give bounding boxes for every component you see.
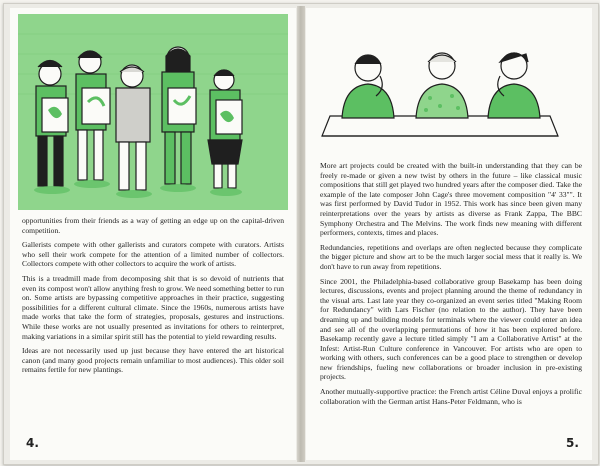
paragraph: Since 2001, the Philadelphia-based collaborative group Basekamp has been doing lectures, discussions, events and project planning around the theme of redundancy in the visual arts. Last late year they co-organized an event series titled "Making Room for Redundancy" with Lars Fischer (no relation to the author). They have been dreaming up and building models for terminals where the viewer could enter an idea and see all of the overlapping permutations of how it has been explored before. Basekamp recently gave a lecture titled simply "I am a Collaborative Artist" at the Infest: Artist-Run Culture conference in Vancouver. For artists who are open to working with others, such conferences can be a good place to strengthen or develop new friendships, fueling new collaborations or broader inclusion in pre-existing projects. (320, 276, 582, 382)
person-figure (488, 53, 540, 118)
booklet-spread (3, 3, 599, 465)
binding-gutter (297, 6, 305, 462)
left-page-body-text (22, 216, 284, 380)
person-figure (342, 55, 394, 118)
left-page (10, 8, 296, 460)
paragraph: Gallerists compete with other gallerists and curators compete with curators. Artists who sell their work compete for the attention of a limited number of collectors. Collectors compete with other collectors to acquire the work of artists. (22, 240, 284, 269)
page-number: 5. (566, 436, 579, 450)
right-page-body-text (320, 161, 582, 411)
paragraph: This is a treadmill made from decomposing shit that is so devoid of nutrients that even its compost won't allow anything fresh to grow. We need something better to run on. Some artists are bypassing competitive approaches in their practice, suggesting possibilities for a different cultural climate. Since the 1960s, numerous artists have made works that take the form of strategies, proposals, gestures and instructions. While these works are not usually presented as invitations for others to reinterpret, making variations in a similar spirit still has the potential to yield rewarding results. (22, 273, 284, 341)
right-page (306, 8, 592, 460)
group-holding-signs-illustration (18, 14, 288, 210)
paragraph: Another mutually-supportive practice: the French artist Céline Duval enjoys a prolific collaboration with the German artist Hans-Peter Feldmann, who is (320, 387, 582, 406)
paragraph: More art projects could be created with the built-in understanding that they can be freely re-made or given a new twist by others in the future – like classical music compositions that still get played two hundred years after the composer died. Take the example of the late composer John Cage's three movement composition "4' 33"". It was first performed by David Tudor in 1952. This work has since been given many reinterpretations over the years by artists as diverse as Frank Zappa, The BBC Symphony Orchestra and The Melvins. The work finds new meaning with different performers, contexts, times and places. (320, 161, 582, 238)
paragraph: Ideas are not necessarily used up just because they have entered the art historical canon (and many good projects remain unfamiliar to most audiences). This older soil remains fertile for new plantings. (22, 346, 284, 375)
paragraph: opportunities from their friends as a way of getting an edge up on the capital-driven competition. (22, 216, 284, 235)
page-number: 4. (26, 436, 39, 450)
three-people-at-table-illustration (320, 36, 560, 146)
person-figure (416, 53, 468, 118)
paragraph: Redundancies, repetitions and overlaps are often neglected because they complicate the bigger picture and show art to be the much larger social mess that it really is. We don't have to run away from repetitions. (320, 242, 582, 271)
